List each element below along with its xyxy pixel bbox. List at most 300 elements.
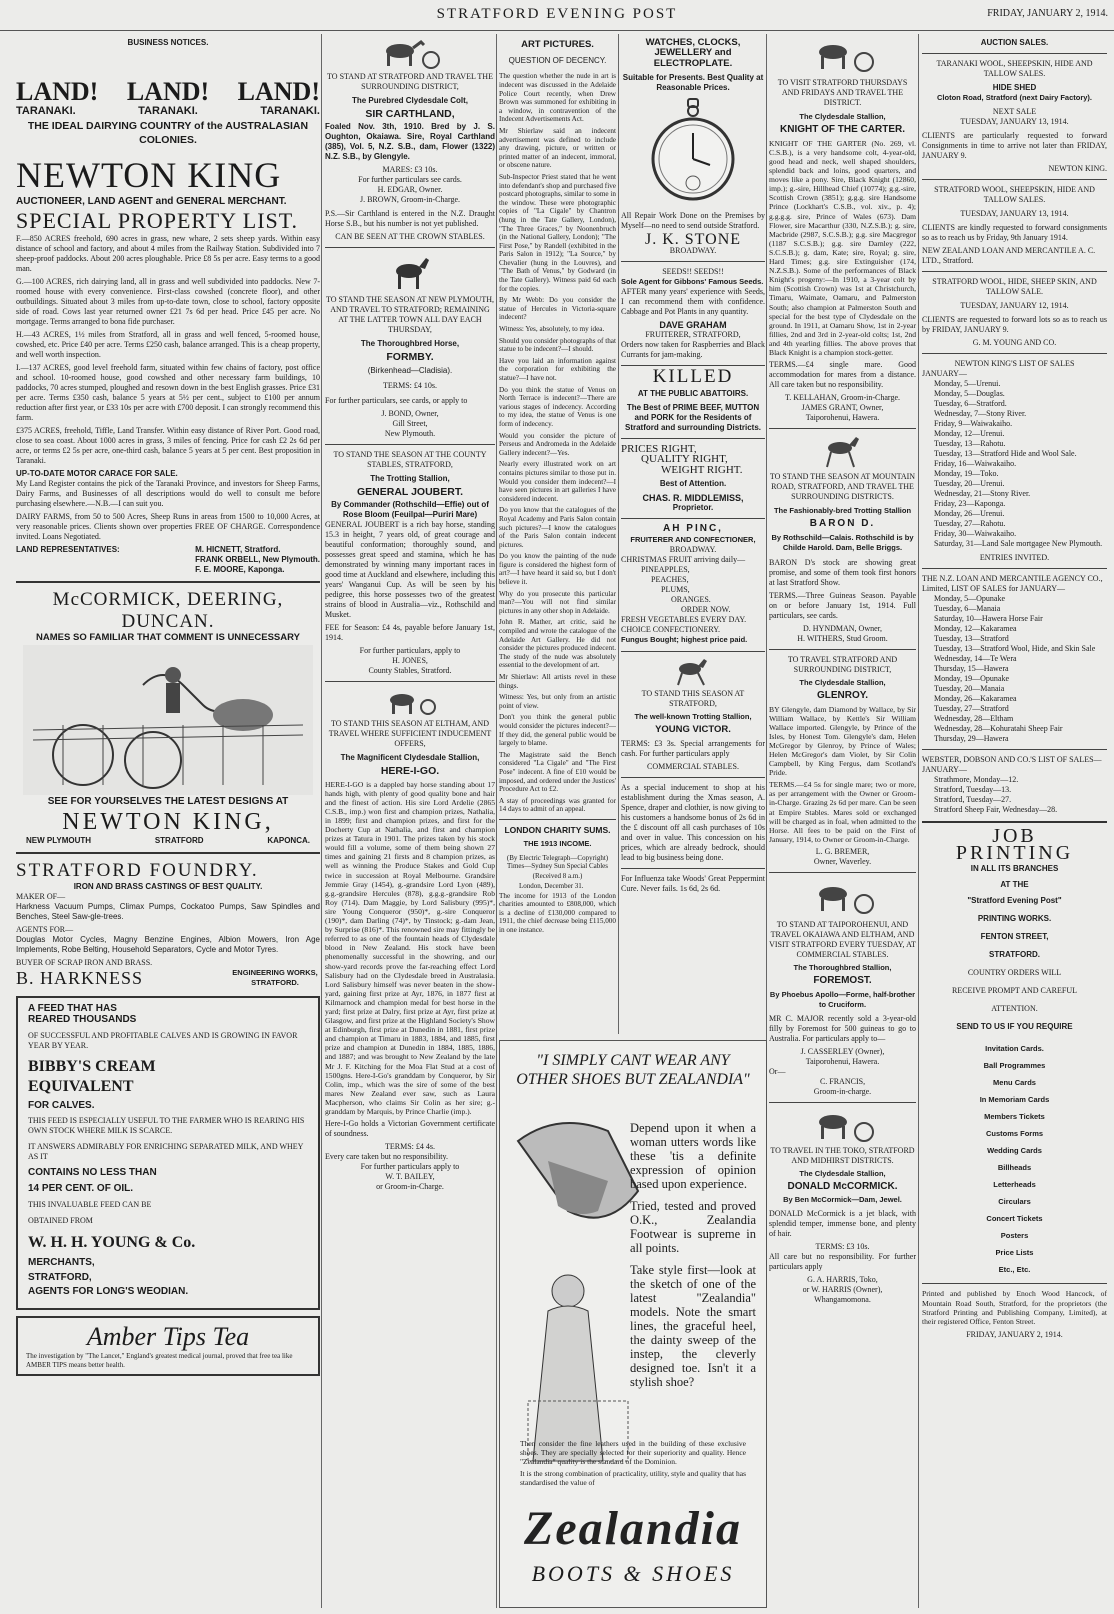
- trotting-horse-icon: [670, 657, 716, 687]
- sale-item: Strathmore, Monday—12.: [934, 775, 1019, 785]
- ad-type: The Trotting Stallion,: [370, 473, 450, 483]
- ad-intro: TO STAND THE SEASON AT THE COUNTY STABLES, STRATFORD,: [333, 449, 487, 469]
- ad-type: The Thoroughbred Stallion,: [793, 962, 892, 972]
- article-subheading: THE 1913 INCOME.: [523, 839, 592, 849]
- ad-body: GENERAL JOUBERT is a rich bay horse, standing 15.3 in height, 7 years old, of great courage and beautiful conformation; thoroughly sound, and possesses great speed and stamina, which he has demonstrated by winning many important races in good time at Auckland and elsewhere, including this years' Wanganui Cup. As will be seen by his pedigree, this horse possesses two of the greatest strains of blood in Australia—viz., Rothschild and Musket.: [325, 520, 495, 620]
- ad-address: Whangamomona.: [814, 1294, 871, 1304]
- job-item: Billheads: [997, 1163, 1032, 1173]
- ad-intro: TO TRAVEL STRATFORD AND SURROUNDING DISTRICT,: [787, 654, 898, 674]
- ad-address: Taiporohenui, Hawera.: [805, 1056, 880, 1066]
- young-name: W. H. H. YOUNG & Co.: [28, 1234, 196, 1252]
- printing-headline: PRINTING: [955, 841, 1074, 864]
- ah-pinc-name: AH PINC,: [663, 523, 723, 535]
- ad-owner: G. A. HARRIS, Toko,: [807, 1274, 878, 1284]
- oil-percent: 14 PER CENT. OF OIL.: [28, 1183, 134, 1195]
- ad-type: The Purebred Clydesdale Colt,: [351, 96, 469, 105]
- harkness-name: B. HARKNESS: [16, 967, 144, 988]
- sale-item: Tuesday, 13—Rahotu.: [934, 439, 1006, 449]
- article-paragraph: Should you consider photographs of that statue to be indecent?—I should.: [499, 336, 616, 354]
- feed-line: THIS FEED IS ESPECIALLY USEFUL TO THE FARMER WHO IS REARING HIS OWN STOCK WHERE MILK IS SCARCE.: [28, 1115, 305, 1135]
- ad-terms: TERMS.—£4 single mare. Good accommodation for mares from a distance. All care taken but no responsibility.: [769, 360, 916, 390]
- sale-date: TUESDAY, JANUARY 13, 1914.: [960, 209, 1069, 219]
- zealandia-brand: Zealandia: [524, 1502, 742, 1555]
- sale-item: Wednesday, 14—Te Wera: [934, 654, 1017, 664]
- ad-type: The Clydesdale Stallion,: [799, 677, 886, 687]
- feed-line: OF SUCCESSFUL AND PROFITABLE CALVES AND IS GROWING IN FAVOR YEAR BY YEAR.: [28, 1031, 298, 1051]
- article-paragraph: The income for 1913 of the London charities amounted to £808,000, which is a decline of £130,000 compared to 1911, the chief decrease being £115,000 in one instance.: [499, 891, 616, 934]
- job-item: In Memoriam Cards: [979, 1095, 1050, 1105]
- place: STRATFORD: [154, 835, 204, 845]
- ad-intro: TO VISIT STRATFORD THURSDAYS AND FRIDAYS AND TRAVEL THE DISTRICT.: [777, 78, 908, 107]
- ad-care: Every care taken but no responsibility.: [325, 1152, 448, 1162]
- sale-item: Wednesday, 28—Eltham: [934, 714, 1014, 724]
- ad-further: For further particulars apply to: [360, 1162, 460, 1172]
- ad-terms: TERMS: £4 4s.: [384, 1142, 435, 1152]
- ad-further: For further particulars, see cards, or apply to: [325, 395, 468, 405]
- sale-item: Monday, 12—Urenui.: [934, 429, 1005, 439]
- article-paragraph: Mr Shierlaw: All artists revel in these things.: [499, 673, 616, 690]
- duncan-headline: DUNCAN.: [121, 610, 215, 632]
- ad-type: The Clydesdale Stallion,: [799, 1168, 886, 1178]
- horse-name: DONALD McCORMICK.: [787, 1180, 898, 1192]
- bibby-name: BIBBY'S CREAM: [28, 1058, 156, 1076]
- ad-or: Or—: [769, 1066, 786, 1076]
- ad-fee: FEE for Season: £4 4s, payable before January 1st, 1914.: [325, 623, 495, 643]
- article-paragraph: Why do you prosecute this particular man?—You will not find similar pictures in any other shop in Adelaide.: [499, 589, 616, 615]
- land-word: LAND!: [126, 77, 210, 106]
- christmas-fruit: CHRISTMAS FRUIT arriving daily—: [621, 555, 746, 565]
- property-f: F.—850 ACRES freehold, 690 acres in grass, new whare, 2 sets sheep yards. Within easy distance of school and factory, and about 4 miles from the Railway Station. Subdivided into 7 sheep-proof paddocks. About 200 acres ploughable. Price £8 5s per acre. Easy terms to a good man.: [16, 233, 320, 273]
- proprietor-line: Proprietor.: [672, 503, 714, 513]
- section-heading: BUSINESS NOTICES.: [127, 38, 209, 47]
- ad-intro: TO TRAVEL IN THE TOKO, STRATFORD AND MIDHIRST DISTRICTS.: [770, 1145, 915, 1165]
- ad-intro: TO STAND THE SEASON AT MOUNTAIN ROAD, STRATFORD, AND TRAVEL THE SURROUNDING DISTRICTS.: [769, 472, 916, 502]
- column-stallions-2: [769, 34, 916, 1608]
- newton-king-name: NEWTON KING: [16, 155, 282, 196]
- job-line: STRATFORD.: [989, 950, 1040, 960]
- land-word: LAND!: [237, 77, 320, 106]
- job-item: Customs Forms: [985, 1129, 1044, 1139]
- ad-address: Taiporohenui, Hawera.: [805, 413, 880, 423]
- land-representatives: [16, 545, 320, 575]
- graham-sub: FRUITERER, STRATFORD,: [645, 330, 741, 340]
- job-item: Members Tickets: [984, 1112, 1045, 1122]
- fruit-item: PEACHES,: [651, 575, 689, 585]
- sale-item: Tuesday, 13—Stratford Hide and Wool Sale.: [934, 449, 1077, 459]
- taranaki-word: TARANAKI.: [260, 105, 320, 117]
- rep: M. HICNETT, Stratford.: [195, 544, 281, 554]
- ad-body: MR C. MAJOR recently sold a 3-year-old filly by Foremost for 500 guineas to go to Australia. For particulars apply to—: [769, 1013, 916, 1043]
- ad-owner: or W. HARRIS (Owner),: [802, 1284, 883, 1294]
- feed-line: A FEED THAT HAS: [28, 1003, 117, 1015]
- job-line: COUNTRY ORDERS WILL: [967, 968, 1062, 978]
- article-paragraph: By Mr Webb: Do you consider the statue of Hercules in Victoria-square indecent?: [499, 296, 616, 322]
- horse-cart-icon: [375, 36, 445, 70]
- issue-date: FRIDAY, JANUARY 2, 1914.: [987, 8, 1108, 19]
- article-subheading: QUESTION OF DECENCY.: [508, 56, 607, 66]
- zealandia-paragraph: It is the strong combination of practicality, utility, style and quality that has standardised the value of: [520, 1469, 746, 1487]
- place: KAPONCA.: [267, 835, 310, 845]
- ad-address: County Stables, Stratford.: [368, 666, 452, 676]
- newton-king-sales-list: [922, 379, 1107, 549]
- next-sale: NEXT SALE: [992, 107, 1037, 117]
- sale-sign: G. M. YOUNG AND CO.: [972, 338, 1057, 348]
- article-body: [499, 72, 616, 814]
- prices-line: WEIGHT RIGHT.: [661, 463, 743, 476]
- sale-item: Stratford Sheep Fair, Wednesday—28.: [934, 805, 1058, 815]
- attention-line: Best of Attention.: [659, 479, 727, 489]
- article-paragraph: Don't you think the general public would consider the pictures indecent?—If they did, the general public would be largely to blame.: [499, 713, 616, 748]
- job-item: Letterheads: [993, 1180, 1036, 1190]
- influenza-notice: For Influenza take Woods' Great Peppermint Cure. Never fails. 1s 6d, 2s 6d.: [621, 873, 765, 893]
- zealandia-boots-shoes: BOOTS & SHOES: [531, 1561, 735, 1586]
- feed-line: OBTAINED FROM: [28, 1216, 93, 1226]
- article-paragraph: John R. Mather, art critic, said he compiled and wrote the catalogue of the Adelaide Art Gallery. He did not consider the pictures produced indecent. The study of the nude was absolutely essential to the development of art.: [499, 618, 616, 670]
- for-calves: FOR CALVES.: [28, 1100, 95, 1112]
- amber-tips-ad: [16, 1316, 320, 1376]
- taranaki-word: TARANAKI.: [16, 105, 76, 117]
- watches-heading: JEWELLERY and: [654, 47, 732, 59]
- ad-address: COMMERCIAL STABLES.: [647, 761, 739, 771]
- property-g: G.—100 ACRES, rich dairying land, all in grass and well subdivided into paddocks. New 7-roomed house with every convenience. First-class cowshed (concrete floor), and other outbuildings. Situated about 3 miles from up-to-date town, close to school, factory opposite side of road. Cows last year returned owner £21 7s 6d per head. Price £45 per acre. No mortgage. Terms arranged to bona fide purchaser.: [16, 276, 320, 326]
- dairy-farms: DAIRY FARMS, from 50 to 500 Acres, Sheep Runs in areas from 1500 to 10,000 Acres, at very reasonable prices. Clients shown over properties FREE OF CHARGE. Correspondence invited. Loans Negotiated.: [16, 511, 320, 541]
- merchants: MERCHANTS,: [28, 1257, 95, 1269]
- job-line: "Stratford Evening Post": [967, 896, 1062, 906]
- column-business-notices: [16, 34, 320, 1608]
- fruit-item: ORANGES.: [671, 595, 711, 605]
- horse-cart-icon: [808, 1108, 878, 1144]
- horse-name: KNIGHT OF THE CARTER.: [780, 124, 905, 136]
- watches-heading: WATCHES, CLOCKS,: [645, 37, 741, 48]
- sale-body: CLIENTS are particularly requested to forward Consignments in time to arrive not later than FRIDAY, JANUARY 9.: [922, 131, 1107, 161]
- sale-date: TUESDAY, JANUARY 12, 1914.: [960, 301, 1069, 311]
- choice-confectionery: CHOICE CONFECTIONERY.: [621, 625, 720, 635]
- ad-pedigree: By Ben McCormick—Dam, Jewel.: [783, 1195, 902, 1205]
- trotting-horse-icon: [818, 434, 868, 470]
- sale-item: Tuesday, 20—Urenui.: [934, 479, 1005, 489]
- bibby-name: EQUIVALENT: [28, 1078, 134, 1096]
- hide-shed: HIDE SHED: [992, 83, 1037, 92]
- taranaki-word: TARANAKI.: [138, 105, 198, 117]
- ad-terms: TERMS.—Three Guineas Season. Payable on or before January 1st, 1914. Full particulars, see cards.: [769, 590, 916, 620]
- sale-item: Tuesday, 27—Rahotu.: [934, 519, 1006, 529]
- article-paragraph: Sub-Inspector Priest stated that he went into defendant's shop and purchased five postcard photographs, similar to some in the window. These were photographic copies of "La Cigale" by Chantron (hung in the Tate Gallery, London), "The Three Graces," by Noonenbruch (in the National Gallery, London); "The First Pose," by Randell (exhibited in the Paris Salon in 1912); "La Source," by Chevalier (hung in the Louvres), and "The Bath of Venus," by Godward (in the Tate Gallery). Witness paid 6d each for the copies.: [499, 172, 616, 293]
- ad-owner: H. EDGAR, Owner.: [377, 185, 443, 195]
- seeds-heading: SEEDS!! SEEDS!!: [662, 266, 724, 276]
- sale-item: Tuesday, 6—Manaia: [934, 604, 1001, 614]
- ad-groom: T. KELLAHAN, Groom-in-Charge.: [784, 393, 900, 403]
- ad-pedigree: (Birkenhead—Cladisia).: [367, 365, 453, 375]
- sale-item: Stratford, Tuesday—13.: [934, 785, 1012, 795]
- article-heading: ART PICTURES.: [521, 39, 594, 50]
- column-rule: [918, 34, 919, 1608]
- land-word: LAND!: [16, 77, 99, 106]
- ad-body: DONALD McCormick is a jet black, with splendid temper, immense bone, and plenty of hair.: [769, 1208, 916, 1238]
- article-paragraph: Have you laid an information against the corporation for exhibiting the statue?—I have not.: [499, 356, 616, 382]
- reps-label: LAND REPRESENTATIVES:: [16, 544, 120, 554]
- ad-intro: TO STAND THIS SEASON AT STRATFORD,: [641, 688, 745, 708]
- sale-item: Saturday, 31—Land Sale mortgagee New Plymouth.: [934, 539, 1103, 549]
- fresh-veg: FRESH VEGETABLES EVERY DAY.: [621, 615, 747, 625]
- abattoirs-line: AT THE PUBLIC ABATTOIRS.: [637, 388, 749, 398]
- ad-seen: CAN BE SEEN AT THE CROWN STABLES.: [335, 232, 485, 242]
- sale-item: Stratford, Tuesday—27.: [934, 795, 1012, 805]
- article-paragraph: The question whether the nude in art is indecent was discussed in the Adelaide Police Court recently, when Drew Brown was summoned for exhibiting in a window, in contravention of the Indecent Advertisements Act.: [499, 72, 616, 124]
- zealandia-paragraph: Then consider the fine leathers used in the building of these exclusive shoes. They are specially selected for their superiority and quality. Hence "Zealandia" quality is the standard of the Dominion.: [520, 1439, 746, 1466]
- sale-item: Monday, 19—Toko.: [934, 469, 999, 479]
- ad-owner: J. BOND, Owner,: [381, 408, 439, 418]
- property-h: H.—43 ACRES, 1½ miles from Stratford, all in grass and well fenced, 5-roomed house, cowshed, etc. Price £40 per acre. Terms £250 cash, balance arranged. This is a cheap property, and well worth inspection.: [16, 329, 320, 359]
- sale-heading: STRATFORD WOOL, HIDE, SHEEP SKIN, AND TALLOW SALE.: [932, 277, 1097, 297]
- prices-line: QUALITY RIGHT,: [641, 453, 728, 466]
- ad-ps: P.S.—Sir Carthland is entered in the N.Z. Draught Horse S.B., but his number is not yet published.: [325, 209, 495, 229]
- article-paragraph: Do you know the painting of the nude figure is considered the highest form of art?—I have heard it said so, but I don't believe it.: [499, 552, 616, 587]
- column-rule: [496, 34, 497, 1608]
- buyer-scrap: BUYER OF SCRAP IRON AND BRASS.: [16, 957, 153, 967]
- newton-king-places: [16, 836, 320, 846]
- middlemiss-name: CHAS. R. MIDDLEMISS,: [642, 493, 744, 504]
- horse-cart-icon: [808, 878, 878, 918]
- sale-item: Monday, 12—Kakaramea: [934, 624, 1017, 634]
- stratford: STRATFORD,: [28, 1271, 92, 1283]
- article-paragraph: Nearly every illustrated work on art contains pictures similar to those put in. Would you consider them indecent?—I have seen pictures in art galleries I have considered indecent.: [499, 460, 616, 503]
- sale-body: CLIENTS are requested to forward lots so as to reach us by FRIDAY, JANUARY 9.: [922, 315, 1107, 335]
- month-label: JANUARY—: [922, 765, 967, 775]
- sale-item: Tuesday, 13—Stratford: [934, 634, 1009, 644]
- ad-pedigree: By Commander (Rothschild—Effie) out of Rose Bloom (Feuilpal—Puriri Mare): [331, 500, 489, 520]
- fruit-item: PLUMS,: [661, 585, 690, 595]
- ad-town: New Plymouth.: [384, 428, 436, 438]
- ad-owner: JAMES GRANT, Owner,: [801, 403, 884, 413]
- ad-body: Foaled Nov. 3th, 1910. Bred by J. S. Oughton, Okaiawa. Sire, Royal Carthland (385), Vol. 5, N.Z. S.B., dam, Flower (1322) N.Z. S.B., by Glengyle.: [325, 122, 495, 162]
- agents-long: AGENTS FOR LONG'S WEODIAN.: [28, 1286, 189, 1298]
- article-paragraph: Do you know that the catalogues of the Royal Academy and Paris Salon contain such pictures?—I know the catalogues of the Paris Salon contain indecent pictures.: [499, 506, 616, 549]
- newspaper-title: STRATFORD EVENING POST: [436, 6, 678, 22]
- land-headline: [16, 78, 320, 106]
- order-now: ORDER NOW.: [681, 605, 731, 615]
- sale-item: Monday, 19—Opunake: [934, 674, 1010, 684]
- sale-list-heading: THE N.Z. LOAN AND MERCANTILE AGENCY CO., Limited, LIST OF SALES for JANUARY—: [922, 574, 1103, 594]
- property-375: £375 ACRES, freehold, Tiffle, Land Transfer. Within easy distance of River Port. Good road, close to sea coast. About 1000 acres in grass, 3 miles of fencing. Price for cash £2 2s 6d per acre, or terms £2 5s per acre, one-third cash, balance 5 years at 5 per cent. Best proposition in Taranaki.: [16, 425, 320, 465]
- article-paragraph: Witness: Yes, absolutely, to my idea.: [499, 325, 605, 334]
- sale-item: Monday, 5—Urenui.: [934, 379, 1001, 389]
- beef-line: The Best of PRIME BEEF, MUTTON and PORK for the Residents of Stratford and surrounding Districts.: [624, 402, 761, 432]
- rep: FRANK ORBELL, New Plymouth.: [195, 554, 320, 564]
- motor-garage: UP-TO-DATE MOTOR CARACE FOR SALE.: [16, 468, 178, 478]
- ad-terms: TERMS: £3 10s.: [815, 1241, 870, 1251]
- sale-item: Wednesday, 7—Stony River.: [934, 409, 1027, 419]
- stone-address: BROADWAY.: [669, 245, 717, 255]
- nz-loan-sales-list: [922, 594, 1107, 744]
- ah-pinc-sub: FRUITERER AND CONFECTIONER,: [630, 534, 756, 544]
- graham-name: DAVE GRAHAM: [659, 320, 727, 331]
- zealandia-paragraph: Take style first—look at the sketch of one of the latest "Zealandia" models. Note the smart lines, the graceful heel, the dainty sweep of the instep, the cleverly designed toe. Isn't it a stylish shoe?: [630, 1263, 756, 1389]
- sale-item: Thursday, 15—Hawera: [934, 664, 1009, 674]
- harkness-block: [16, 968, 320, 989]
- rep: F. E. MOORE, Kaponga.: [195, 564, 285, 574]
- horse-name: BARON D.: [809, 518, 876, 530]
- ad-body: BARON D's stock are showing great promise, and some of them took first honors at last Stratford Show.: [769, 557, 916, 587]
- article-paragraph: Do you think the statue of Venus on North Terrace is indecent?—There are various stages of indecency. According to my idea, the statue of Venus is one form of indecency.: [499, 385, 616, 428]
- month-label: JANUARY—: [922, 369, 967, 379]
- ad-owner: L. G. BREMER,: [815, 846, 870, 856]
- ad-groom: J. BROWN, Groom-in-Charge.: [359, 195, 461, 205]
- ad-further: For further particulars, apply to: [359, 646, 461, 656]
- ah-pinc-address: BROADWAY.: [669, 545, 717, 555]
- zealandia-paragraph: Depend upon it when a woman utters words like these 'tis a definite expression of opinion based upon experience.: [630, 1121, 756, 1191]
- webster-sales-list: [922, 775, 1107, 815]
- sale-item: Tuesday, 6—Stratford.: [934, 399, 1007, 409]
- article-paragraph: Witness: Yes, but only from an artistic point of view.: [499, 693, 616, 710]
- horse-name: FORMBY.: [386, 351, 434, 364]
- prices-line: PRICES RIGHT,: [621, 442, 697, 455]
- foundry-subtitle: IRON AND BRASS CASTINGS OF BEST QUALITY.: [73, 881, 263, 891]
- sale-heading: TARANAKI WOOL, SHEEPSKIN, HIDE AND TALLOW SALES.: [936, 59, 1093, 78]
- job-line: ATTENTION.: [991, 1004, 1038, 1014]
- sale-sign: NEWTON KING.: [1048, 164, 1107, 174]
- watches-tagline: Suitable for Presents. Best Quality at Reasonable Prices.: [622, 73, 764, 93]
- column-rule: [618, 34, 619, 1034]
- cable-line: (By Electric Telegraph—Copyright) Times—Sydney Sun Special Cables: [506, 853, 609, 871]
- ad-terms: TERMS: £4 10s.: [382, 380, 437, 390]
- entries-invited: ENTRIES INVITED.: [979, 553, 1050, 563]
- agents-for: AGENTS FOR—: [16, 924, 74, 934]
- ad-further: For further particulars see cards.: [358, 175, 462, 185]
- horse-name: FOREMOST.: [813, 975, 872, 987]
- auctioneer-role: AUCTIONEER, LAND AGENT and GENERAL MERCHANT.: [16, 196, 287, 208]
- ad-groom: or Groom-in-Charge.: [376, 1182, 444, 1192]
- see-latest-designs: SEE FOR YOURSELVES THE LATEST DESIGNS AT: [47, 796, 289, 808]
- ad-groom: H. WITHERS, Stud Groom.: [797, 633, 888, 643]
- zealandia-copy: [630, 1121, 756, 1397]
- sale-list-heading: WEBSTER, DOBSON AND CO.'S LIST OF SALES—: [922, 755, 1102, 765]
- job-item: Concert Tickets: [986, 1214, 1043, 1224]
- article-paragraph: A stay of proceedings was granted for 14 days to admit of an appeal.: [499, 796, 616, 814]
- sale-item: Tuesday, 27—Stratford: [934, 704, 1009, 714]
- ad-type: The Magnificent Clydesdale Stallion,: [340, 753, 480, 763]
- sale-item: Saturday, 10—Hawera Horse Fair: [934, 614, 1043, 624]
- ad-terms: TERMS: £3 3s. Special arrangements for cash. For further particulars apply: [621, 738, 765, 758]
- feed-line: THIS INVALUABLE FEED CAN BE: [28, 1200, 152, 1210]
- ad-address: Owner, Waverley.: [813, 856, 872, 866]
- names-familiar: NAMES SO FAMILIAR THAT COMMENT IS UNNECESSARY: [36, 631, 300, 643]
- column-stallions: [325, 34, 495, 1608]
- job-line: RECEIVE PROMPT AND CAREFUL: [952, 986, 1077, 996]
- newton-king-footer: NEWTON KING,: [62, 808, 274, 835]
- property-i: I.—137 ACRES, good level freehold farm, situated within few chains of factory, post office and school. 10-roomed house, good cowshed and other necessary farm buildings, 10 paddocks, 70 acres stumped, ploughed and resown down in the best English grasses. Price £31 per acre. Terms £350 cash, balance 5 years at 5½ per cent., subject to £100 per annum reduction after first year, or £33 10s per acre with £700 deposit. I can strongly recommend this farm.: [16, 362, 320, 422]
- seeds-agent: Sole Agent for Gibbons' Famous Seeds.: [621, 276, 764, 286]
- job-line: SEND TO US IF YOU REQUIRE: [956, 1022, 1073, 1032]
- fruit-item: PINEAPPLES,: [641, 565, 690, 575]
- sale-item: Monday, 5—Opunake: [934, 594, 1006, 604]
- stratford-foundry: STRATFORD FOUNDRY.: [16, 859, 259, 881]
- ad-type: The Clydesdale Stallion,: [799, 112, 886, 121]
- section-heading: AUCTION SALES.: [980, 38, 1049, 47]
- dateline: London, December 31.: [519, 882, 584, 891]
- ad-intro: TO STAND THE SEASON AT NEW PLYMOUTH, AND TRAVEL TO STRATFORD; REMAINING AT THE LATTER TOWN ALL DAY EACH THURSDAY,: [326, 295, 494, 335]
- watches-heading: ELECTROPLATE.: [653, 57, 733, 69]
- feed-line: IT ANSWERS ADMIRABLY FOR ENRICHING SEPARATED MILK, AND WHEY AS IT: [28, 1141, 304, 1161]
- sale-body: CLIENTS are kindly requested to forward consignments so as to reach us by Friday, 9th January 1914.: [922, 223, 1107, 243]
- sale-item: Tuesday, 13—Stratford Wool, Hide, and Skin Sale: [934, 644, 1096, 654]
- ad-care: All care but no responsibility. For further particulars apply: [769, 1251, 916, 1271]
- job-item: Etc., Etc.: [998, 1265, 1031, 1275]
- job-line: IN ALL ITS BRANCHES: [970, 864, 1059, 874]
- job-line: PRINTING WORKS.: [977, 914, 1052, 924]
- job-item: Ball Programmes: [983, 1061, 1046, 1071]
- article-paragraph: Would you consider the picture of Perseus and Andromeda in the Adelaide Gallery indecent?—Yes.: [499, 431, 616, 457]
- stone-name: J. K. STONE: [644, 231, 742, 249]
- repair-note: All Repair Work Done on the Premises by Myself—no need to send outside Stratford.: [621, 211, 765, 231]
- sale-list-heading: NEWTON KING'S LIST OF SALES: [954, 359, 1075, 369]
- ad-body: HERE-I-GO is a dappled bay horse standing about 17 hands high, with plenty of good quality bone and hair and the finest of action. His sire Lord Ardelie (2865 C.S.B., imp.) won first and champion prizes, Nathalia, in 1899; first and champion prizes, and first for the Docherty Cup at Nathalia, and first and champion prizes at Tatura in 1901. The prizes taken by his stock would fill a volume, some of them being shown 27 times and gaining 21 firsts and 8 champion prizes, as well as winning the Produce Stakes and Gold Cup twice in succession at Royal Melbourne. Grandsire Jemmie Gray (1454), g.-grandsire Lord Lyon (489), g.g.-grandsire Hercules (878), g.g.g.-grandsire Rob Roy (714). Dam Maggie, by Lord Salisbury (995)*, sire Young Conqueror (950)*, g.-sire Conqueror (190)*, dam Darling (74)*, by Tinstock; g.-dam Jean, by Surprise (816)*. This renowned sire may fittingly be referred to as one of the fountain heads of Clydesdale blood in New Zealand. His stock have been phenomenally successful in the showring, and our show-yard records prove the far-reaching effect Lord Salisbury had on the Clydesdale breed in Australasia. Lord Salisbury himself was never beaten in the show-yard, gaining first prize at Ayr, 1876, in 1877 first at Kilmarnock and champion medal for best horse in the yard; first prize at Dalry, first prize at Ayr, first prize at Glasgow, and first prize at the Highland Society's Show at Edinburgh, first prize at Dunedin in 1881, first prize and champion at Timaru in 1883, 1884, and 1885, first prize and champion at Dunedin in 1884, 1885, 1886, and 1887; and was brought to New Zealand by the late Mr J. F. Kitching for the Moa Flat Stud at a cost of 1500gns. Here-I-Go's granddam by Conqueror, by Sir Colin, imp., which was the sire of some of the best mares New Zealand ever saw, such as Laura Macpherson, who claims Sir Colin as her sire; g.-granddam by Marquis, by Prince Charlie (imp.).: [325, 779, 495, 1116]
- agents-list: Douglas Motor Cycles, Magny Benzine Engines, Albion Mowers, Iron Age Implements, Robe Belting, Household Separators, Cycle and Motor Tyres.: [16, 934, 320, 954]
- zealandia-small-copy: [520, 1439, 746, 1490]
- ad-terms: TERMS.—£4 5s for single mare; two or more, as per arrangement with the Owner or Groom-in-Charge. Grazing 2s 6d per mare. Can be seen at Empire Stables. Mares sold or exchanged will be charged as in foal, when admitted to the Horse. All fees to be paid on the First of January, 1914, to Owner or Groom-in-Charge.: [769, 780, 916, 844]
- column-rule: [321, 34, 322, 1608]
- zealandia-headline: "I SIMPLY CANT WEAR ANY OTHER SHOES BUT ZEALANDIA": [516, 1052, 750, 1088]
- ad-pedigree: By Phoebus Apollo—Forme, half-brother to Cruciform.: [769, 989, 916, 1010]
- sale-item: Friday, 30—Waiwakaiho.: [934, 529, 1017, 539]
- column-shops: [621, 34, 765, 1034]
- horse-cart-icon: [808, 36, 878, 76]
- article-paragraph: Mr Shierlaw said an indecent advertisement was defined to include any drawing, picture, or written or printed matter of an indecent, immoral, or obscene nature.: [499, 126, 616, 170]
- feed-line: REARED THOUSANDS: [28, 1013, 137, 1025]
- sale-item: Monday, 5—Douglas.: [934, 389, 1005, 399]
- article-heading: LONDON CHARITY SUMS.: [504, 824, 611, 835]
- ad-owner: J. CASSERLEY (Owner),: [800, 1046, 885, 1056]
- horse-name: HERE-I-GO.: [380, 765, 440, 778]
- graham-body: Orders now taken for Raspberries and Black Currants for jam-making.: [621, 340, 765, 360]
- ad-cert: Here-I-Go holds a Victorian Government certificate of soundness.: [325, 1119, 495, 1139]
- maker-of: MAKER OF—: [16, 891, 66, 901]
- ad-groom: C. FRANCIS,: [819, 1076, 866, 1086]
- bibby-feed-ad: [16, 996, 320, 1309]
- job-line: AT THE: [1000, 880, 1029, 890]
- sale-item: Tuesday, 20—Manaia: [934, 684, 1005, 694]
- amber-tips-title: Amber Tips Tea: [86, 1321, 250, 1351]
- job-item: Circulars: [998, 1197, 1031, 1207]
- contains-oil: CONTAINS NO LESS THAN: [28, 1166, 157, 1178]
- harvester-machine-illustration: [23, 645, 313, 795]
- column-auction-sales: [922, 34, 1107, 1608]
- hide-shed-address: Cloton Road, Stratford (next Dairy Factory).: [936, 93, 1092, 102]
- fungus-line: Fungus Bought; highest price paid.: [621, 635, 748, 645]
- maker-list: Harkness Vacuum Pumps, Climax Pumps, Cockatoo Pumps, Saw Spindles and Benches, Steel Saw-gle-trees.: [16, 901, 320, 921]
- woman-with-shoe-illustration: [508, 1101, 648, 1491]
- ad-groom: Groom-in-charge.: [813, 1086, 872, 1096]
- horse-name: GENERAL JOUBERT.: [357, 485, 463, 498]
- ad-body: KNIGHT OF THE GARTER (No. 269, vl. C.S.B.), is a very handsome colt, 4-year-old, good head and neck, well shaped shoulders, splendid back and loins, good quarters, and moves like a pony. Sire, Black Knight (12860, imp.); g.-sire, Hillhead Chief (10774); g.g.-sire, Scottish Crown (3851); g.g.g. sire Handsome Prince (Lockhart's C.S.B., vol. xiv., p. 4); g.g.g.g. sire, Prince of Wales (673). Dam Flower, sire Macarthur (330, N.Z.S.B.); g. sire, Macbride (2987, S.C.S.B.); g.g. sire Macgregor (1187 S.C.S.B.); g.g. sire Darnley (222, S.C.S.B.); g. dam, Kate; sire, Royal; g. sire, Hard Times; g.g. sire Extinguisher (174, N.Z.S.B.). Some of the performances of Black Knight's progeny:—In 1910, a 3-year colt by him (Scottish Crown) was 1st at Christchurch, Timaru, Waimate, Oamaru, and Palmerston South; also champion at Palmerston South and special for the best type of Clydesdale on the ground. In 1911, at Oamaru Show, 1st in 2-year fillies, 2nd and 3rd in 2-year-old colts; 1st, 2nd and 4th yearling fillies. The above proves that Black Knight is a champion stock-getter.: [769, 138, 916, 357]
- sale-item: Wednesday, 21—Stony River.: [934, 489, 1031, 499]
- ideal-dairying: THE IDEAL DAIRYING COUNTRY of the AUSTRALASIAN COLONIES.: [27, 120, 309, 147]
- job-item: Invitation Cards.: [985, 1044, 1044, 1054]
- sale-item: Monday, 26—Urenui.: [934, 509, 1005, 519]
- pocket-watch-icon: [648, 97, 738, 207]
- horse-name: SIR CARTHLAND,: [365, 108, 455, 120]
- sale-heading: STRATFORD WOOL, SHEEPSKIN, HIDE AND TALLOW SALES.: [934, 185, 1095, 205]
- masthead: [0, 0, 1114, 31]
- zealandia-shoes-ad: [499, 1040, 767, 1608]
- horse-icon: [385, 253, 435, 293]
- amber-tips-body: The investigation by "The Lancet," England's greatest medical journal, proved that free tea like AMBER TIPS means better health.: [26, 1351, 293, 1369]
- zealandia-paragraph: Tried, tested and proved O.K., Zealandia Footwear is supreme in all points.: [630, 1199, 756, 1255]
- sale-item: Friday, 16—Waiwakaiho.: [934, 459, 1017, 469]
- horse-name: YOUNG VICTOR.: [655, 724, 731, 736]
- received-line: (Received 8 a.m.): [532, 871, 583, 880]
- ad-intro: TO STAND AT STRATFORD AND TRAVEL THE SURROUNDING DISTRICT,: [327, 72, 493, 91]
- ad-owner: H. JONES,: [392, 656, 428, 666]
